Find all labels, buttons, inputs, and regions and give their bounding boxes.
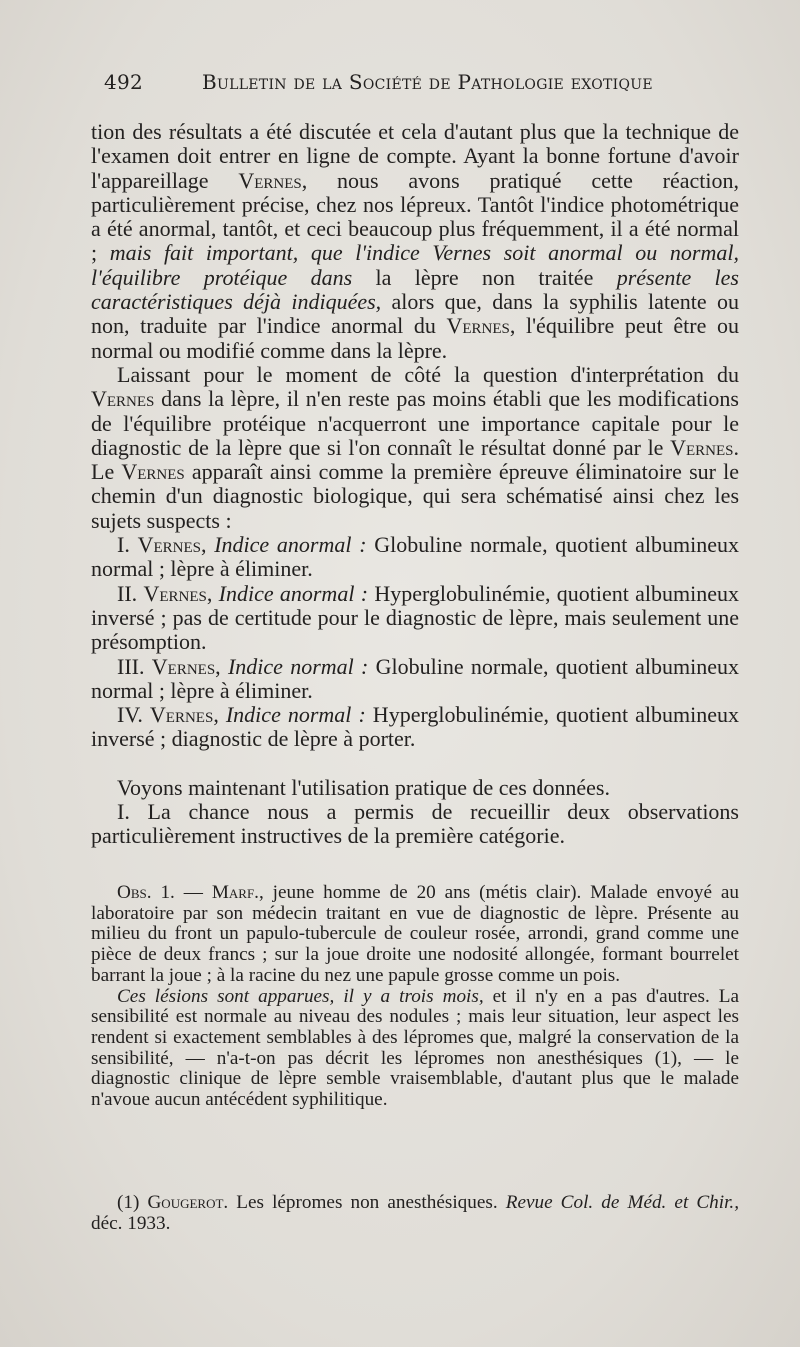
vernes-name: Vernes	[91, 386, 155, 412]
page-number: 492	[104, 70, 144, 94]
paragraph-first-category: I. La chance nous a permis de recueillir deux observations particulièrement instructives de la première catégorie.	[91, 799, 739, 849]
page-header	[104, 70, 664, 104]
paragraph-vernes-results: tion des résultats a été discutée et cela d'autant plus que la technique de l'examen doit entrer en ligne de compte. Ayant la bonne fortune d'avoir l'appareillage Vernes, nous avons pratiqué cette réaction, particulièrement précise, chez nos lépreux. Tantôt l'indice photométrique a été anormal, tantôt, et ceci beaucoup plus fréquemment, il a été normal ; mais fait important, que l'indice Vernes soit anormal ou normal, l'équilibre protéique dans la lèpre non traitée présente les caractéristiques déjà indiquées, alors que, dans la syphilis latente ou non, traduite par l'indice anormal du Vernes, l'équilibre peut être ou normal ou modifié comme dans la lèpre.	[91, 119, 739, 363]
main-text	[91, 120, 739, 849]
footnote: (1) Gougerot. Les lépromes non anesthésiques. Revue Col. de Méd. et Chir., déc. 1933.	[91, 1192, 740, 1234]
footnote-journal: Revue Col. de Méd. et Chir.,	[505, 1192, 740, 1213]
footnote-author: Gougerot	[147, 1192, 224, 1213]
vernes-name: Vernes	[446, 313, 510, 339]
paragraph-practical-use: Voyons maintenant l'utilisation pratique de ces données.	[117, 774, 610, 800]
observation-paragraph: Obs. 1. — Marf., jeune homme de 20 ans (métis clair). Malade envoyé au laboratoire par son médecin traitant en vue de diagnostic de lèpre. Présente au milieu du front un papulo-tubercule de couleur rosée, arrondi, grand comme une pièce de deux francs ; sur la joue droite une nodosité allongée, formant bourrelet barrant la joue ; à la racine du nez une papule grosse comme un pois.	[91, 882, 739, 986]
vernes-name: Vernes	[121, 459, 185, 485]
schema-item-2: II. Vernes, Indice anormal : Hyperglobulinémie, quotient albumineux inversé ; pas de certitude pour le diagnostic de lèpre, mais seulement une présomption.	[91, 580, 740, 655]
paragraph-interpretation: Laissant pour le moment de côté la question d'interprétation du Vernes dans la lèpre, il n'en reste pas moins établi que les modifications de l'équilibre protéique n'acquerront une importance capitale pour le diagnostic de la lèpre que si l'on connaît le résultat donné par le Vernes. Le Vernes apparaît ainsi comme la première épreuve éliminatoire sur le chemin d'un diagnostic biologique, qui sera schématisé ainsi chez les sujets suspects :	[91, 361, 739, 533]
schema-item-3: III. Vernes, Indice normal : Globuline normale, quotient albumineux normal ; lèpre à éliminer.	[91, 653, 739, 703]
schema-item-4: IV. Vernes, Indice normal : Hyperglobulinémie, quotient albumineux inversé ; diagnostic de lèpre à porter.	[91, 702, 740, 752]
observation-paragraph-2: Ces lésions sont apparues, il y a trois mois, et il n'y en a pas d'autres. La sensibilité est normale au niveau des nodules ; mais leur situation, leur aspect les rendent si exactement semblables à des lépromes que, malgré la conservation de la sensibilité, — n'a-t-on pas décrit les lépromes non anesthésiques (1), — le diagnostic clinique de lèpre semble vraisemblable, d'autant plus que le malade n'avoue aucun antécédent syphilitique.	[91, 985, 739, 1111]
patient-name: Marf.	[211, 882, 259, 903]
vernes-name: Vernes	[238, 167, 302, 193]
paragraph-gap	[91, 752, 739, 776]
emphasis-text: mais fait important, que l'indice Vernes soit anormal ou normal, l'équilibre protéique dans	[91, 240, 739, 290]
vernes-name: Vernes	[670, 434, 734, 460]
emphasis-text: présente les caractéristiques déjà indiquées,	[91, 264, 739, 315]
schema-item-1: I. Vernes, Indice anormal : Globuline normale, quotient albumineux normal ; lèpre à éliminer.	[91, 532, 739, 582]
observation-label: Obs. 1.	[117, 882, 175, 903]
footnote-mark: (1)	[117, 1192, 148, 1213]
running-title: Bulletin de la Société de Pathologie exotique	[202, 70, 653, 94]
observation-block	[91, 883, 739, 1111]
